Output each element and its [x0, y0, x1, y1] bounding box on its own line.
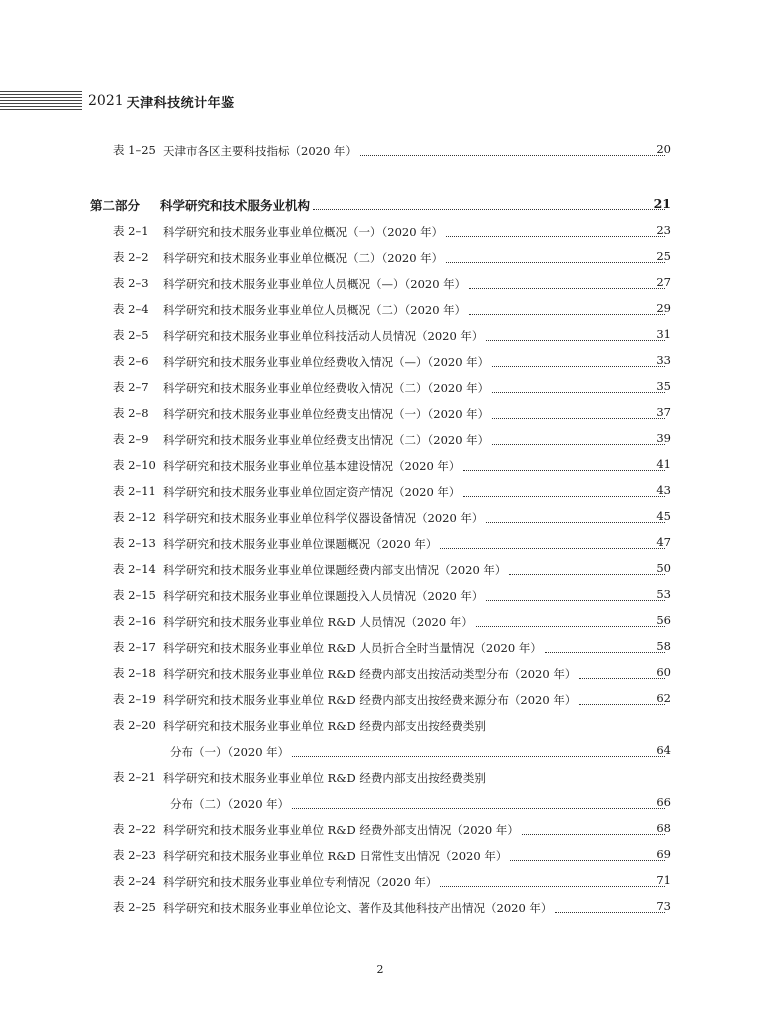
toc-entry-page: 35 [656, 379, 671, 393]
toc-entry-title-line [163, 454, 668, 478]
header-year: 2021 [88, 93, 124, 109]
toc-entry-title-line [163, 844, 668, 868]
toc-entry-title-line [163, 350, 668, 374]
toc-entry-title: 科学研究和技术服务业事业单位概况（一）（2020 年） [163, 225, 444, 239]
toc-entry-title-line [163, 636, 668, 660]
toc-entry-page: 47 [656, 535, 671, 549]
toc-entry-number: 表 2–9 [113, 432, 149, 446]
toc-entry[interactable] [0, 766, 760, 790]
toc-entry[interactable] [0, 139, 760, 163]
toc-entry-title: 科学研究和技术服务业事业单位论文、著作及其他科技产出情况（2020 年） [163, 901, 553, 915]
toc-entry-number: 表 2–12 [113, 510, 156, 524]
toc-leader-dots [492, 418, 665, 419]
toc-entry-number: 表 2–22 [113, 822, 156, 836]
toc-entry-number: 第二部分 [90, 198, 141, 213]
toc-entry-title: 科学研究和技术服务业事业单位 R&D 经费内部支出按经费来源分布（2020 年） [163, 693, 577, 707]
toc-entry-page: 53 [656, 587, 671, 601]
toc-entry-title: 科学研究和技术服务业事业单位 R&D 日常性支出情况（2020 年） [163, 849, 508, 863]
toc-entry-number: 表 2–3 [113, 276, 149, 290]
toc-entry-title-line [163, 376, 668, 400]
toc-entry-page: 66 [656, 795, 671, 809]
toc-entry-continuation[interactable] [0, 792, 760, 816]
toc-entry-number: 表 2–6 [113, 354, 149, 368]
toc-entry[interactable] [0, 688, 760, 712]
toc-entry-title: 科学研究和技术服务业事业单位 R&D 经费外部支出情况（2020 年） [163, 823, 519, 837]
toc-entry-page: 23 [656, 223, 671, 237]
toc-entry-page: 71 [656, 873, 671, 887]
toc-entry-title-line [163, 610, 668, 634]
toc-entry-title: 科学研究和技术服务业事业单位人员概况（—）（2020 年） [163, 277, 467, 291]
toc-entry-continuation[interactable] [0, 740, 760, 764]
toc-entry[interactable] [0, 662, 760, 686]
toc-entry[interactable] [0, 896, 760, 920]
toc-entry[interactable] [0, 298, 760, 322]
toc-leader-dots [486, 600, 665, 601]
toc-entry-number: 表 2–5 [113, 328, 149, 342]
toc-entry-title: 天津市各区主要科技指标（2020 年） [163, 144, 357, 158]
toc-leader-dots [545, 652, 665, 653]
toc-entry-number: 表 2–18 [113, 666, 156, 680]
toc-entry-title: 科学研究和技术服务业事业单位固定资产情况（2020 年） [163, 485, 461, 499]
toc-entry[interactable] [0, 532, 760, 556]
toc-entry-number: 表 2–23 [113, 848, 156, 862]
toc-leader-dots [492, 444, 665, 445]
toc-entry[interactable] [0, 324, 760, 348]
toc-entry-page: 21 [653, 196, 671, 211]
running-header [0, 88, 235, 114]
toc-entry-page: 25 [656, 249, 671, 263]
toc-entry-title: 科学研究和技术服务业机构 [160, 198, 311, 213]
toc-entry-title-line [163, 428, 668, 452]
toc-leader-dots [476, 626, 665, 627]
toc-entry[interactable] [0, 636, 760, 660]
toc-leader-dots [463, 496, 665, 497]
toc-entry-number: 表 2–14 [113, 562, 156, 576]
toc-leader-dots [446, 236, 665, 237]
toc-entry[interactable] [0, 376, 760, 400]
toc-leader-dots [492, 392, 665, 393]
toc-entry-page: 45 [656, 509, 671, 523]
toc-entry-page: 29 [656, 301, 671, 315]
toc-entry-title-line [163, 870, 668, 894]
toc-entry[interactable] [0, 272, 760, 296]
toc-entry-title-line [170, 792, 668, 816]
toc-entry-number: 表 2–20 [113, 718, 156, 732]
toc-entry-title-line [163, 766, 668, 790]
toc-entry-page: 37 [656, 405, 671, 419]
toc-entry[interactable] [0, 220, 760, 244]
toc-entry-continuation-title: 分布（一）（2020 年） [170, 745, 290, 759]
toc-entry[interactable] [0, 870, 760, 894]
toc-entry-title-line [170, 740, 668, 764]
toc-leader-dots [360, 155, 665, 156]
toc-entry[interactable] [0, 558, 760, 582]
toc-leader-dots [440, 886, 665, 887]
toc-entry-number: 表 2–21 [113, 770, 156, 784]
toc-entry-title: 科学研究和技术服务业事业单位 R&D 人员情况（2020 年） [163, 615, 473, 629]
toc-entry-title: 科学研究和技术服务业事业单位概况（二）（2020 年） [163, 251, 444, 265]
toc-entry[interactable] [0, 246, 760, 270]
toc-entry-page: 56 [656, 613, 671, 627]
toc-entry[interactable] [0, 818, 760, 842]
toc-entry-title-line [163, 246, 668, 270]
toc-leader-dots [486, 522, 665, 523]
toc-entry-page: 60 [656, 665, 671, 679]
toc-leader-dots [509, 574, 665, 575]
toc-entry-title: 科学研究和技术服务业事业单位专利情况（2020 年） [163, 875, 438, 889]
toc-entry-number: 表 2–11 [113, 484, 156, 498]
toc-entry-page: 43 [656, 483, 671, 497]
toc-entry-title: 科学研究和技术服务业事业单位 R&D 经费内部支出按活动类型分布（2020 年） [163, 667, 577, 681]
toc-entry-number: 表 2–17 [113, 640, 156, 654]
toc-entry-title-line [163, 688, 668, 712]
toc-leader-dots [522, 834, 665, 835]
toc-entry-title-line [163, 220, 668, 244]
toc-leader-dots [469, 314, 665, 315]
toc-entry-page: 33 [656, 353, 671, 367]
toc-entry-title: 科学研究和技术服务业事业单位课题概况（2020 年） [163, 537, 438, 551]
toc-leader-dots [463, 470, 665, 471]
header-decorative-rules [0, 91, 82, 111]
toc-entry-title-line [163, 506, 668, 530]
toc-entry-page: 27 [656, 275, 671, 289]
toc-leader-dots [486, 340, 665, 341]
toc-entry-page: 73 [656, 899, 671, 913]
toc-entry-page: 31 [656, 327, 671, 341]
toc-entry-page: 20 [656, 142, 671, 156]
toc-entry-page: 39 [656, 431, 671, 445]
toc-entry-title-line [163, 139, 668, 163]
toc-entry[interactable] [0, 350, 760, 374]
toc-entry-number: 表 2–13 [113, 536, 156, 550]
toc-entry-title: 科学研究和技术服务业事业单位经费收入情况（—）（2020 年） [163, 355, 490, 369]
toc-entry[interactable] [0, 714, 760, 738]
toc-entry-number: 表 2–7 [113, 380, 149, 394]
toc-entry-page: 50 [656, 561, 671, 575]
toc-leader-dots [292, 756, 665, 757]
toc-entry-title: 科学研究和技术服务业事业单位课题投入人员情况（2020 年） [163, 589, 484, 603]
toc-entry[interactable] [0, 402, 760, 426]
toc-entry-title-line [163, 584, 668, 608]
header-title: 天津科技统计年鉴 [126, 95, 235, 111]
toc-entry-page: 62 [656, 691, 671, 705]
toc-entry[interactable] [0, 480, 760, 504]
toc-leader-dots [440, 548, 665, 549]
toc-part-heading[interactable] [0, 193, 760, 217]
toc-entry-number: 表 2–10 [113, 458, 156, 472]
toc-entry-title: 科学研究和技术服务业事业单位经费支出情况（一）（2020 年） [163, 407, 490, 421]
toc-entry-page: 69 [656, 847, 671, 861]
toc-entry[interactable] [0, 454, 760, 478]
toc-entry-title-line [163, 662, 668, 686]
toc-entry-title-line [163, 558, 668, 582]
toc-entry-page: 64 [656, 743, 671, 757]
page-number: 2 [376, 963, 384, 976]
toc-entry-title-line [163, 896, 668, 920]
toc-entry[interactable] [0, 506, 760, 530]
toc-entry-title: 科学研究和技术服务业事业单位 R&D 经费内部支出按经费类别 [163, 719, 486, 733]
toc-entry-number: 表 2–2 [113, 250, 149, 264]
toc-entry-title: 科学研究和技术服务业事业单位基本建设情况（2020 年） [163, 459, 461, 473]
toc-leader-dots [313, 209, 665, 210]
toc-entry[interactable] [0, 584, 760, 608]
toc-entry-number: 表 2–8 [113, 406, 149, 420]
toc-entry-page: 41 [656, 457, 671, 471]
toc-entry-title-line [163, 714, 668, 738]
toc-entry-page: 68 [656, 821, 671, 835]
toc-entry-title: 科学研究和技术服务业事业单位 R&D 人员折合全时当量情况（2020 年） [163, 641, 542, 655]
toc-entry-number: 表 2–4 [113, 302, 149, 316]
toc-leader-dots [492, 366, 665, 367]
toc-leader-dots [446, 262, 665, 263]
toc-entry-title: 科学研究和技术服务业事业单位课题经费内部支出情况（2020 年） [163, 563, 507, 577]
toc-entry-title: 科学研究和技术服务业事业单位科学仪器设备情况（2020 年） [163, 511, 484, 525]
toc-leader-dots [292, 808, 665, 809]
toc-entry-number: 表 2–25 [113, 900, 156, 914]
toc-entry-title-line [163, 402, 668, 426]
toc-entry-title-line [163, 298, 668, 322]
toc-entry[interactable] [0, 428, 760, 452]
toc-entry-title: 科学研究和技术服务业事业单位经费支出情况（二）（2020 年） [163, 433, 490, 447]
toc-entry-title: 科学研究和技术服务业事业单位科技活动人员情况（2020 年） [163, 329, 484, 343]
toc-entry-title-line [160, 193, 668, 217]
toc-entry-title: 科学研究和技术服务业事业单位 R&D 经费内部支出按经费类别 [163, 771, 486, 785]
toc-entry-number: 表 2–1 [113, 224, 149, 238]
toc-entry[interactable] [0, 844, 760, 868]
toc-entry-page: 58 [656, 639, 671, 653]
toc-entry-number: 表 2–24 [113, 874, 156, 888]
toc-entry-title-line [163, 480, 668, 504]
toc-entry-number: 表 2–19 [113, 692, 156, 706]
toc-entry-number: 表 2–15 [113, 588, 156, 602]
toc-leader-dots [510, 860, 665, 861]
toc-entry-title-line [163, 818, 668, 842]
toc-entry[interactable] [0, 610, 760, 634]
toc-entry-title-line [163, 532, 668, 556]
toc-entry-number: 表 1–25 [113, 143, 156, 157]
toc-entry-number: 表 2–16 [113, 614, 156, 628]
toc-entry-title-line [163, 272, 668, 296]
toc-entry-title: 科学研究和技术服务业事业单位经费收入情况（二）（2020 年） [163, 381, 490, 395]
toc-entry-continuation-title: 分布（二）（2020 年） [170, 797, 290, 811]
toc-entry-title: 科学研究和技术服务业事业单位人员概况（二）（2020 年） [163, 303, 467, 317]
toc-leader-dots [469, 288, 665, 289]
toc-entry-title-line [163, 324, 668, 348]
